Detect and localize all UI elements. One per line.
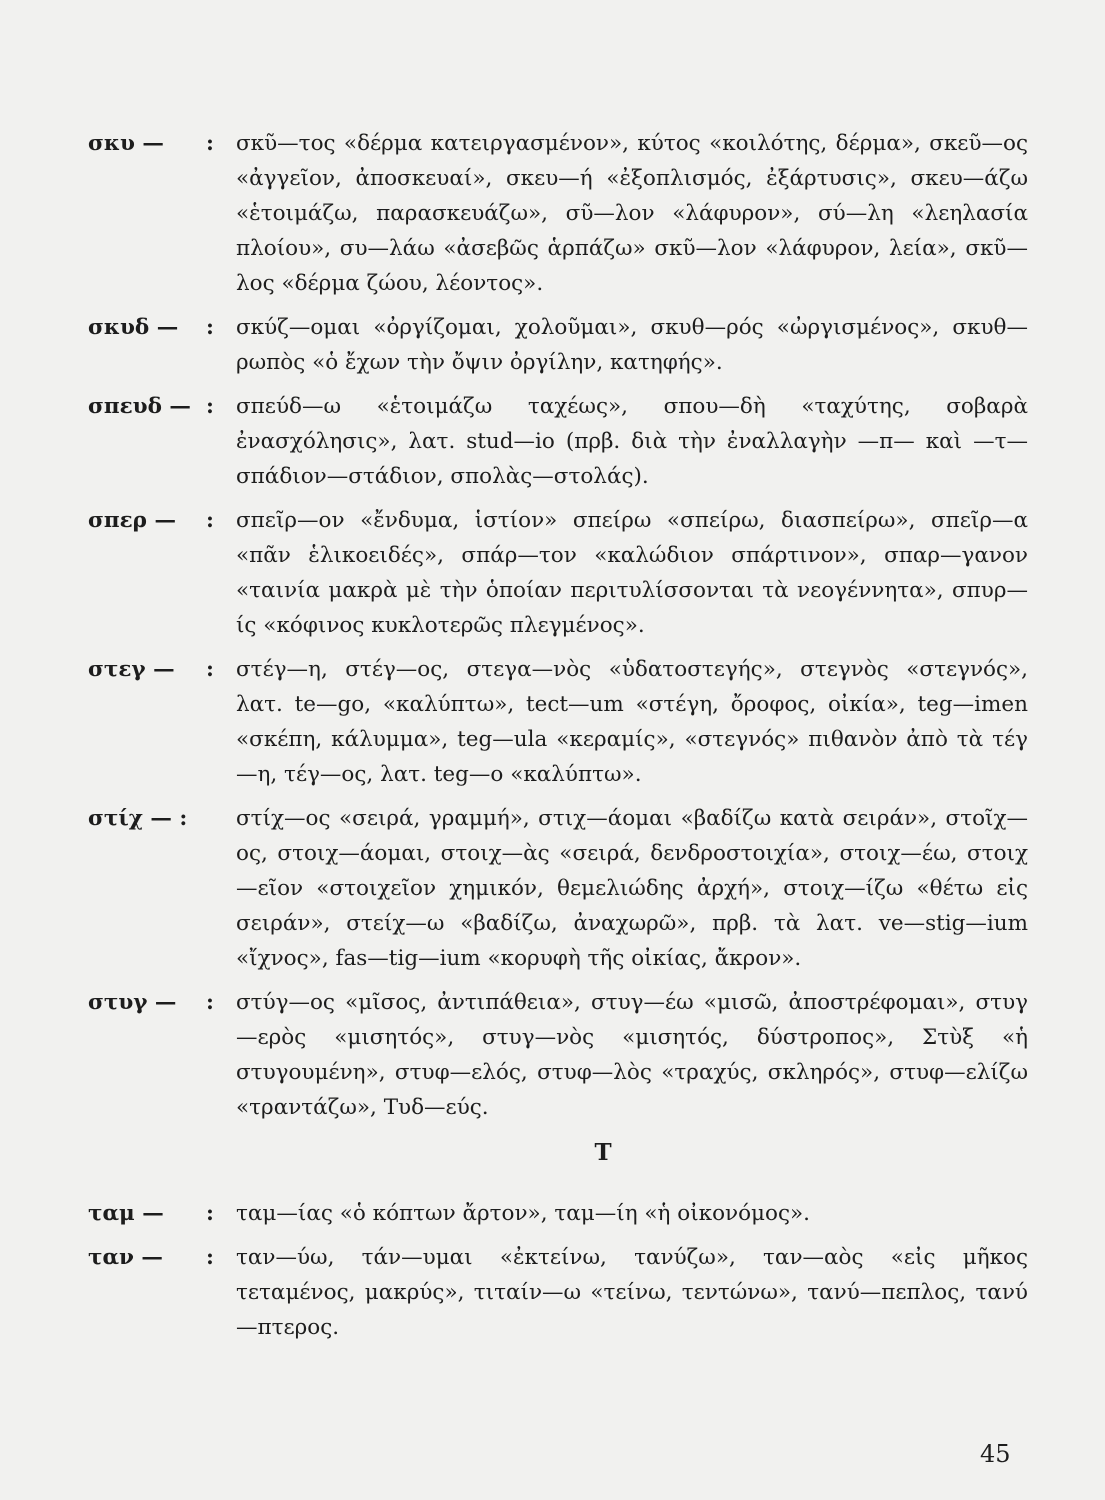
section-letter: Τ	[594, 1139, 612, 1166]
entry-text: στέγ—η, στέγ—ος, στεγα—νὸς «ὑδατοστεγής», στεγνὸς «στεγνός», λατ. te—go, «καλύπτω», tect—um «στέγη, ὄροφος, οἰκία», teg—imen «σκέπη, κάλυμμα», teg—ula «κεραμίς», «στεγνός» πιθανὸν ἀπὸ τὰ τέγ—η, τέγ—ος, λατ. teg—o «καλύπτω».	[236, 657, 1028, 787]
entry-body	[206, 1196, 1028, 1231]
entry-root: σπερ —	[88, 508, 176, 533]
entry-body	[206, 652, 1028, 792]
entry-colon: :	[206, 315, 214, 340]
entry-root: στίχ — :	[88, 806, 188, 831]
entry-text: σκῦ—τος «δέρμα κατειργασμένον», κύτος «κοιλότης, δέρμα», σκεῦ—ος «ἀγγεῖον, ἀποσκευαί», σκευ—ή «ἐξοπλισμός, ἐξάρτυσις», σκευ—άζω «ἑτοιμάζω, παρασκευάζω», σῦ—λον «λάφυρον», σύ—λη «λεηλασία πλοίου», συ—λάω «ἀσεβῶς ἁρπάζω» σκῦ—λον «λάφυρον, λεία», σκῦ—λος «δέρμα ζώου, λέοντος».	[236, 131, 1028, 296]
entry-tam	[88, 1196, 1028, 1231]
entry-sper	[88, 503, 1028, 643]
entry-colon: :	[206, 1201, 214, 1226]
page-number: 45	[980, 1440, 1011, 1468]
entry-text: στίχ—ος «σειρά, γραμμή», στιχ—άομαι «βαδίζω κατὰ σειράν», στοῖχ—ος, στοιχ—άομαι, στοιχ—ὰς «σειρά, δενδροστοιχία», στοιχ—έω, στοιχ—εῖον «στοιχεῖον χημικόν, θεμελιώδης ἀρχή», στοιχ—ίζω «θέτω εἰς σειράν», στείχ—ω «βαδίζω, ἀναχωρῶ», πρβ. τὰ λατ. ve—stig—ium «ἴχνος», fas—tig—ium «κορυφὴ τῆς οἰκίας, ἄκρον».	[236, 806, 1028, 971]
entry-text: ταμ—ίας «ὁ κόπτων ἄρτον», ταμ—ίη «ἡ οἰκονόμος».	[236, 1201, 810, 1226]
entry-text: σπεῖρ—ον «ἔνδυμα, ἱστίον» σπείρω «σπείρω, διασπείρω», σπεῖρ—α «πᾶν ἑλικοειδές», σπάρ—τον «καλώδιον σπάρτινον», σπαρ—γανον «ταινία μακρὰ μὲ τὴν ὁποίαν περιτυλίσσονται τὰ νεογέννητα», σπυρ—ίς «κόφινος κυκλοτερῶς πλεγμένος».	[236, 508, 1028, 638]
entry-tan	[88, 1240, 1028, 1345]
entry-colon: :	[206, 1245, 214, 1270]
entry-steg	[88, 652, 1028, 792]
entry-root: σκυ —	[88, 131, 164, 156]
entry-text: ταν—ύω, τάν—υμαι «ἐκτείνω, τανύζω», ταν—αὸς «εἰς μῆκος τεταμένος, μακρύς», τιταίν—ω «τείνω, τεντώνω», τανύ—πεπλος, τανύ—πτερος.	[236, 1245, 1028, 1340]
entry-root: ταμ —	[88, 1201, 164, 1226]
dictionary-entries	[88, 126, 1028, 1354]
entry-body	[206, 126, 1028, 301]
entry-body	[206, 503, 1028, 643]
entry-skyd	[88, 310, 1028, 380]
entry-body	[206, 801, 1028, 976]
entry-stich	[88, 801, 1028, 976]
entry-spevd	[88, 389, 1028, 494]
entry-colon: :	[206, 657, 214, 682]
entry-colon: :	[206, 990, 214, 1015]
entry-colon: :	[206, 394, 214, 419]
entry-body	[206, 310, 1028, 380]
entry-colon: :	[206, 131, 214, 156]
entry-root: σκυδ —	[88, 315, 179, 340]
entry-body	[206, 389, 1028, 494]
entry-styg	[88, 985, 1028, 1125]
entry-root: ταν —	[88, 1245, 163, 1270]
entry-colon: :	[206, 508, 214, 533]
entry-body	[206, 985, 1028, 1125]
entry-sky	[88, 126, 1028, 301]
entry-text: σκύζ—ομαι «ὀργίζομαι, χολοῦμαι», σκυθ—ρός «ὠργισμένος», σκυθ—ρωπὸς «ὁ ἔχων τὴν ὄψιν ὀργίλην, κατηφής».	[236, 315, 1028, 375]
entry-root: στεγ —	[88, 657, 175, 682]
entry-text: στύγ—ος «μῖσος, ἀντιπάθεια», στυγ—έω «μισῶ, ἀποστρέφομαι», στυγ—ερὸς «μισητός», στυγ—νὸς «μισητός, δύστροπος», Στὺξ «ἡ στυγουμένη», στυφ—ελός, στυφ—λὸς «τραχύς, σκληρός», στυφ—ελίζω «τραντάζω», Τυδ—εύς.	[236, 990, 1028, 1120]
entry-root: στυγ —	[88, 990, 177, 1015]
entry-root: σπευδ —	[88, 394, 191, 419]
entry-text: σπεύδ—ω «ἑτοιμάζω ταχέως», σπου—δὴ «ταχύτης, σοβαρὰ ἐνασχόλησις», λατ. stud—io (πρβ. διὰ τὴν ἐναλλαγὴν —π— καὶ —τ— σπάδιον—στάδιον, σπολὰς—στολάς).	[236, 394, 1028, 489]
entry-body	[206, 1240, 1028, 1345]
